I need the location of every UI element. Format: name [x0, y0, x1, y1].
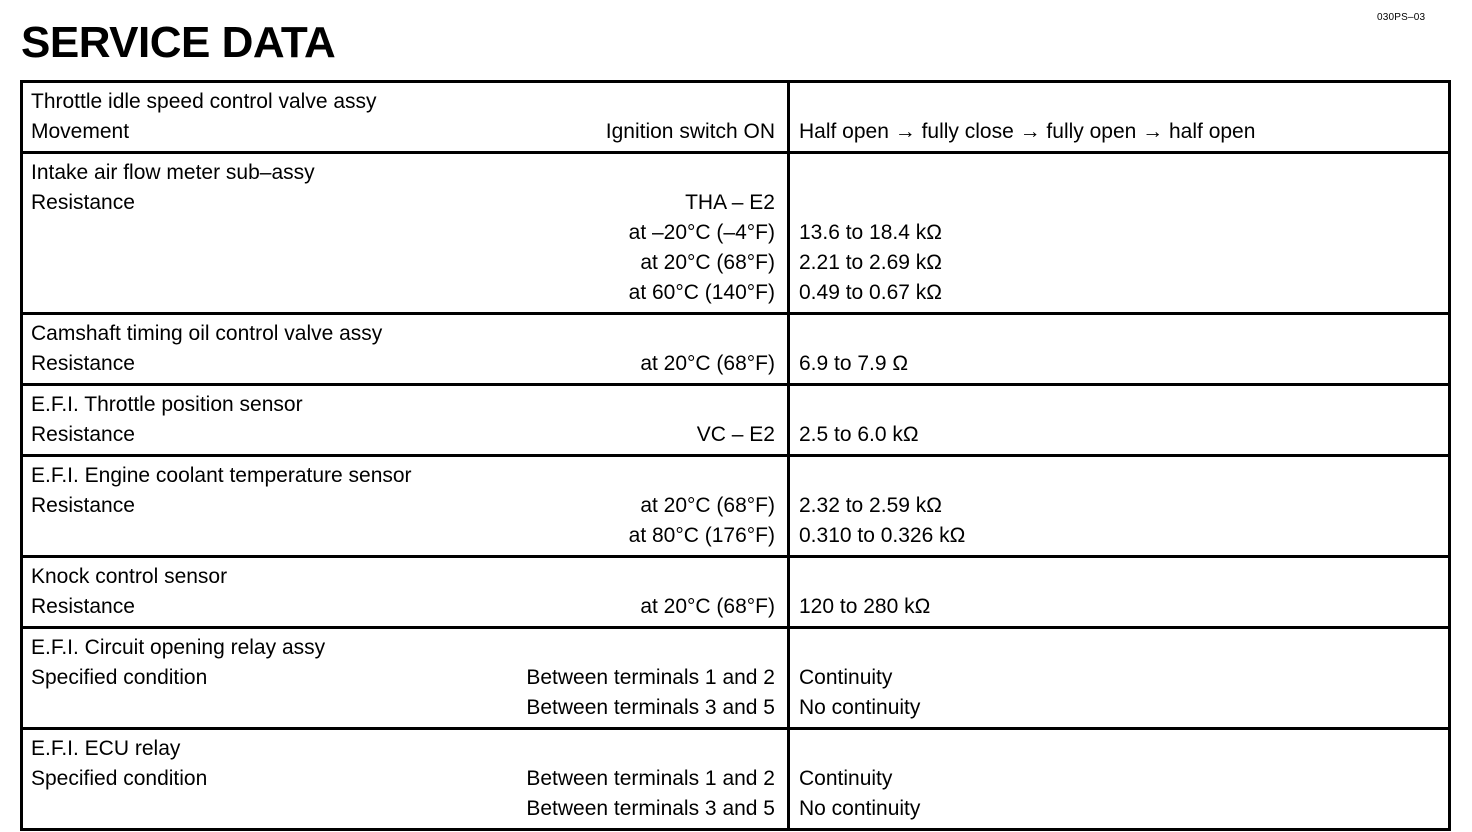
- specified-value: Half open → fully close → fully open → half open: [799, 120, 1256, 143]
- spec-section: [23, 315, 1448, 386]
- test-condition: at 60°C (140°F): [628, 281, 775, 304]
- test-condition: at 20°C (68°F): [640, 595, 775, 618]
- specified-value: 6.9 to 7.9 Ω: [799, 352, 909, 375]
- parameter-label: Specified condition: [31, 666, 208, 689]
- spacer-line: [799, 461, 1440, 491]
- spec-row: [31, 420, 775, 450]
- component-name: E.F.I. Throttle position sensor: [31, 393, 303, 416]
- parameter-label: Specified condition: [31, 767, 208, 790]
- specified-value: Continuity: [799, 767, 893, 790]
- specified-value: 0.310 to 0.326 kΩ: [799, 524, 966, 547]
- test-condition: at –20°C (–4°F): [628, 221, 775, 244]
- spec-row: [31, 521, 775, 551]
- spec-section-parameters: [23, 629, 790, 727]
- service-data-table: [20, 80, 1451, 831]
- specified-value: 2.5 to 6.0 kΩ: [799, 423, 919, 446]
- spacer-line: [799, 87, 1440, 117]
- spec-row: [31, 218, 775, 248]
- page-title: SERVICE DATA: [21, 18, 336, 67]
- spacer-line: [799, 734, 1440, 764]
- spec-section-parameters: [23, 730, 790, 828]
- parameter-label: Resistance: [31, 191, 135, 214]
- spec-row: [31, 188, 775, 218]
- spec-section-values: [790, 730, 1448, 828]
- spec-section-values: [790, 457, 1448, 555]
- specified-value: 2.21 to 2.69 kΩ: [799, 251, 942, 274]
- spec-section-parameters: [23, 83, 790, 151]
- spec-section-values: [790, 386, 1448, 454]
- spec-section: [23, 629, 1448, 730]
- test-condition: VC – E2: [696, 423, 775, 446]
- specified-value: Continuity: [799, 666, 893, 689]
- test-condition: at 20°C (68°F): [640, 494, 775, 517]
- specified-value: 0.49 to 0.67 kΩ: [799, 281, 942, 304]
- component-name: E.F.I. Engine coolant temperature sensor: [31, 464, 412, 487]
- spec-row: [31, 248, 775, 278]
- test-condition: Between terminals 1 and 2: [526, 666, 775, 689]
- component-name: Throttle idle speed control valve assy: [31, 90, 377, 113]
- spacer-line: [799, 562, 1440, 592]
- test-condition: at 20°C (68°F): [640, 352, 775, 375]
- parameter-label: Resistance: [31, 494, 135, 517]
- test-condition: THA – E2: [685, 191, 775, 214]
- component-name: E.F.I. ECU relay: [31, 737, 181, 760]
- spec-section: [23, 730, 1448, 828]
- spec-row: [31, 491, 775, 521]
- spacer-line: [799, 390, 1440, 420]
- spec-section: [23, 154, 1448, 315]
- spec-row: [31, 764, 775, 794]
- specified-value: 120 to 280 kΩ: [799, 595, 931, 618]
- spec-section: [23, 83, 1448, 154]
- component-name: E.F.I. Circuit opening relay assy: [31, 636, 326, 659]
- spec-section-parameters: [23, 558, 790, 626]
- component-name: Camshaft timing oil control valve assy: [31, 322, 383, 345]
- spec-section: [23, 558, 1448, 629]
- document-code: 030PS–03: [1377, 12, 1426, 23]
- spec-section-parameters: [23, 386, 790, 454]
- parameter-label: Resistance: [31, 352, 135, 375]
- spec-section-values: [790, 558, 1448, 626]
- specified-value: No continuity: [799, 797, 921, 820]
- test-condition: at 80°C (176°F): [628, 524, 775, 547]
- spec-section: [23, 386, 1448, 457]
- spec-section-parameters: [23, 315, 790, 383]
- specified-value: 2.32 to 2.59 kΩ: [799, 494, 942, 517]
- spec-row: [31, 592, 775, 622]
- component-name: Intake air flow meter sub–assy: [31, 161, 315, 184]
- spec-row: [31, 117, 775, 147]
- specified-value: No continuity: [799, 696, 921, 719]
- test-condition: Ignition switch ON: [605, 120, 775, 143]
- specified-value: 13.6 to 18.4 kΩ: [799, 221, 942, 244]
- spec-section-parameters: [23, 154, 790, 312]
- spec-row: [31, 278, 775, 308]
- spacer-line: [799, 319, 1440, 349]
- parameter-label: Resistance: [31, 595, 135, 618]
- test-condition: Between terminals 3 and 5: [526, 797, 775, 820]
- spacer-line: [799, 633, 1440, 663]
- spec-row: [31, 794, 775, 824]
- spec-section-values: [790, 315, 1448, 383]
- spacer-line: [799, 158, 1440, 188]
- spec-section-parameters: [23, 457, 790, 555]
- spec-row: [31, 349, 775, 379]
- test-condition: at 20°C (68°F): [640, 251, 775, 274]
- spec-section: [23, 457, 1448, 558]
- test-condition: Between terminals 3 and 5: [526, 696, 775, 719]
- spec-row: [31, 693, 775, 723]
- spec-section-values: [790, 83, 1448, 151]
- spec-section-values: [790, 629, 1448, 727]
- spec-section-values: [790, 154, 1448, 312]
- parameter-label: Resistance: [31, 423, 135, 446]
- test-condition: Between terminals 1 and 2: [526, 767, 775, 790]
- parameter-label: Movement: [31, 120, 130, 143]
- component-name: Knock control sensor: [31, 565, 228, 588]
- spec-row: [31, 663, 775, 693]
